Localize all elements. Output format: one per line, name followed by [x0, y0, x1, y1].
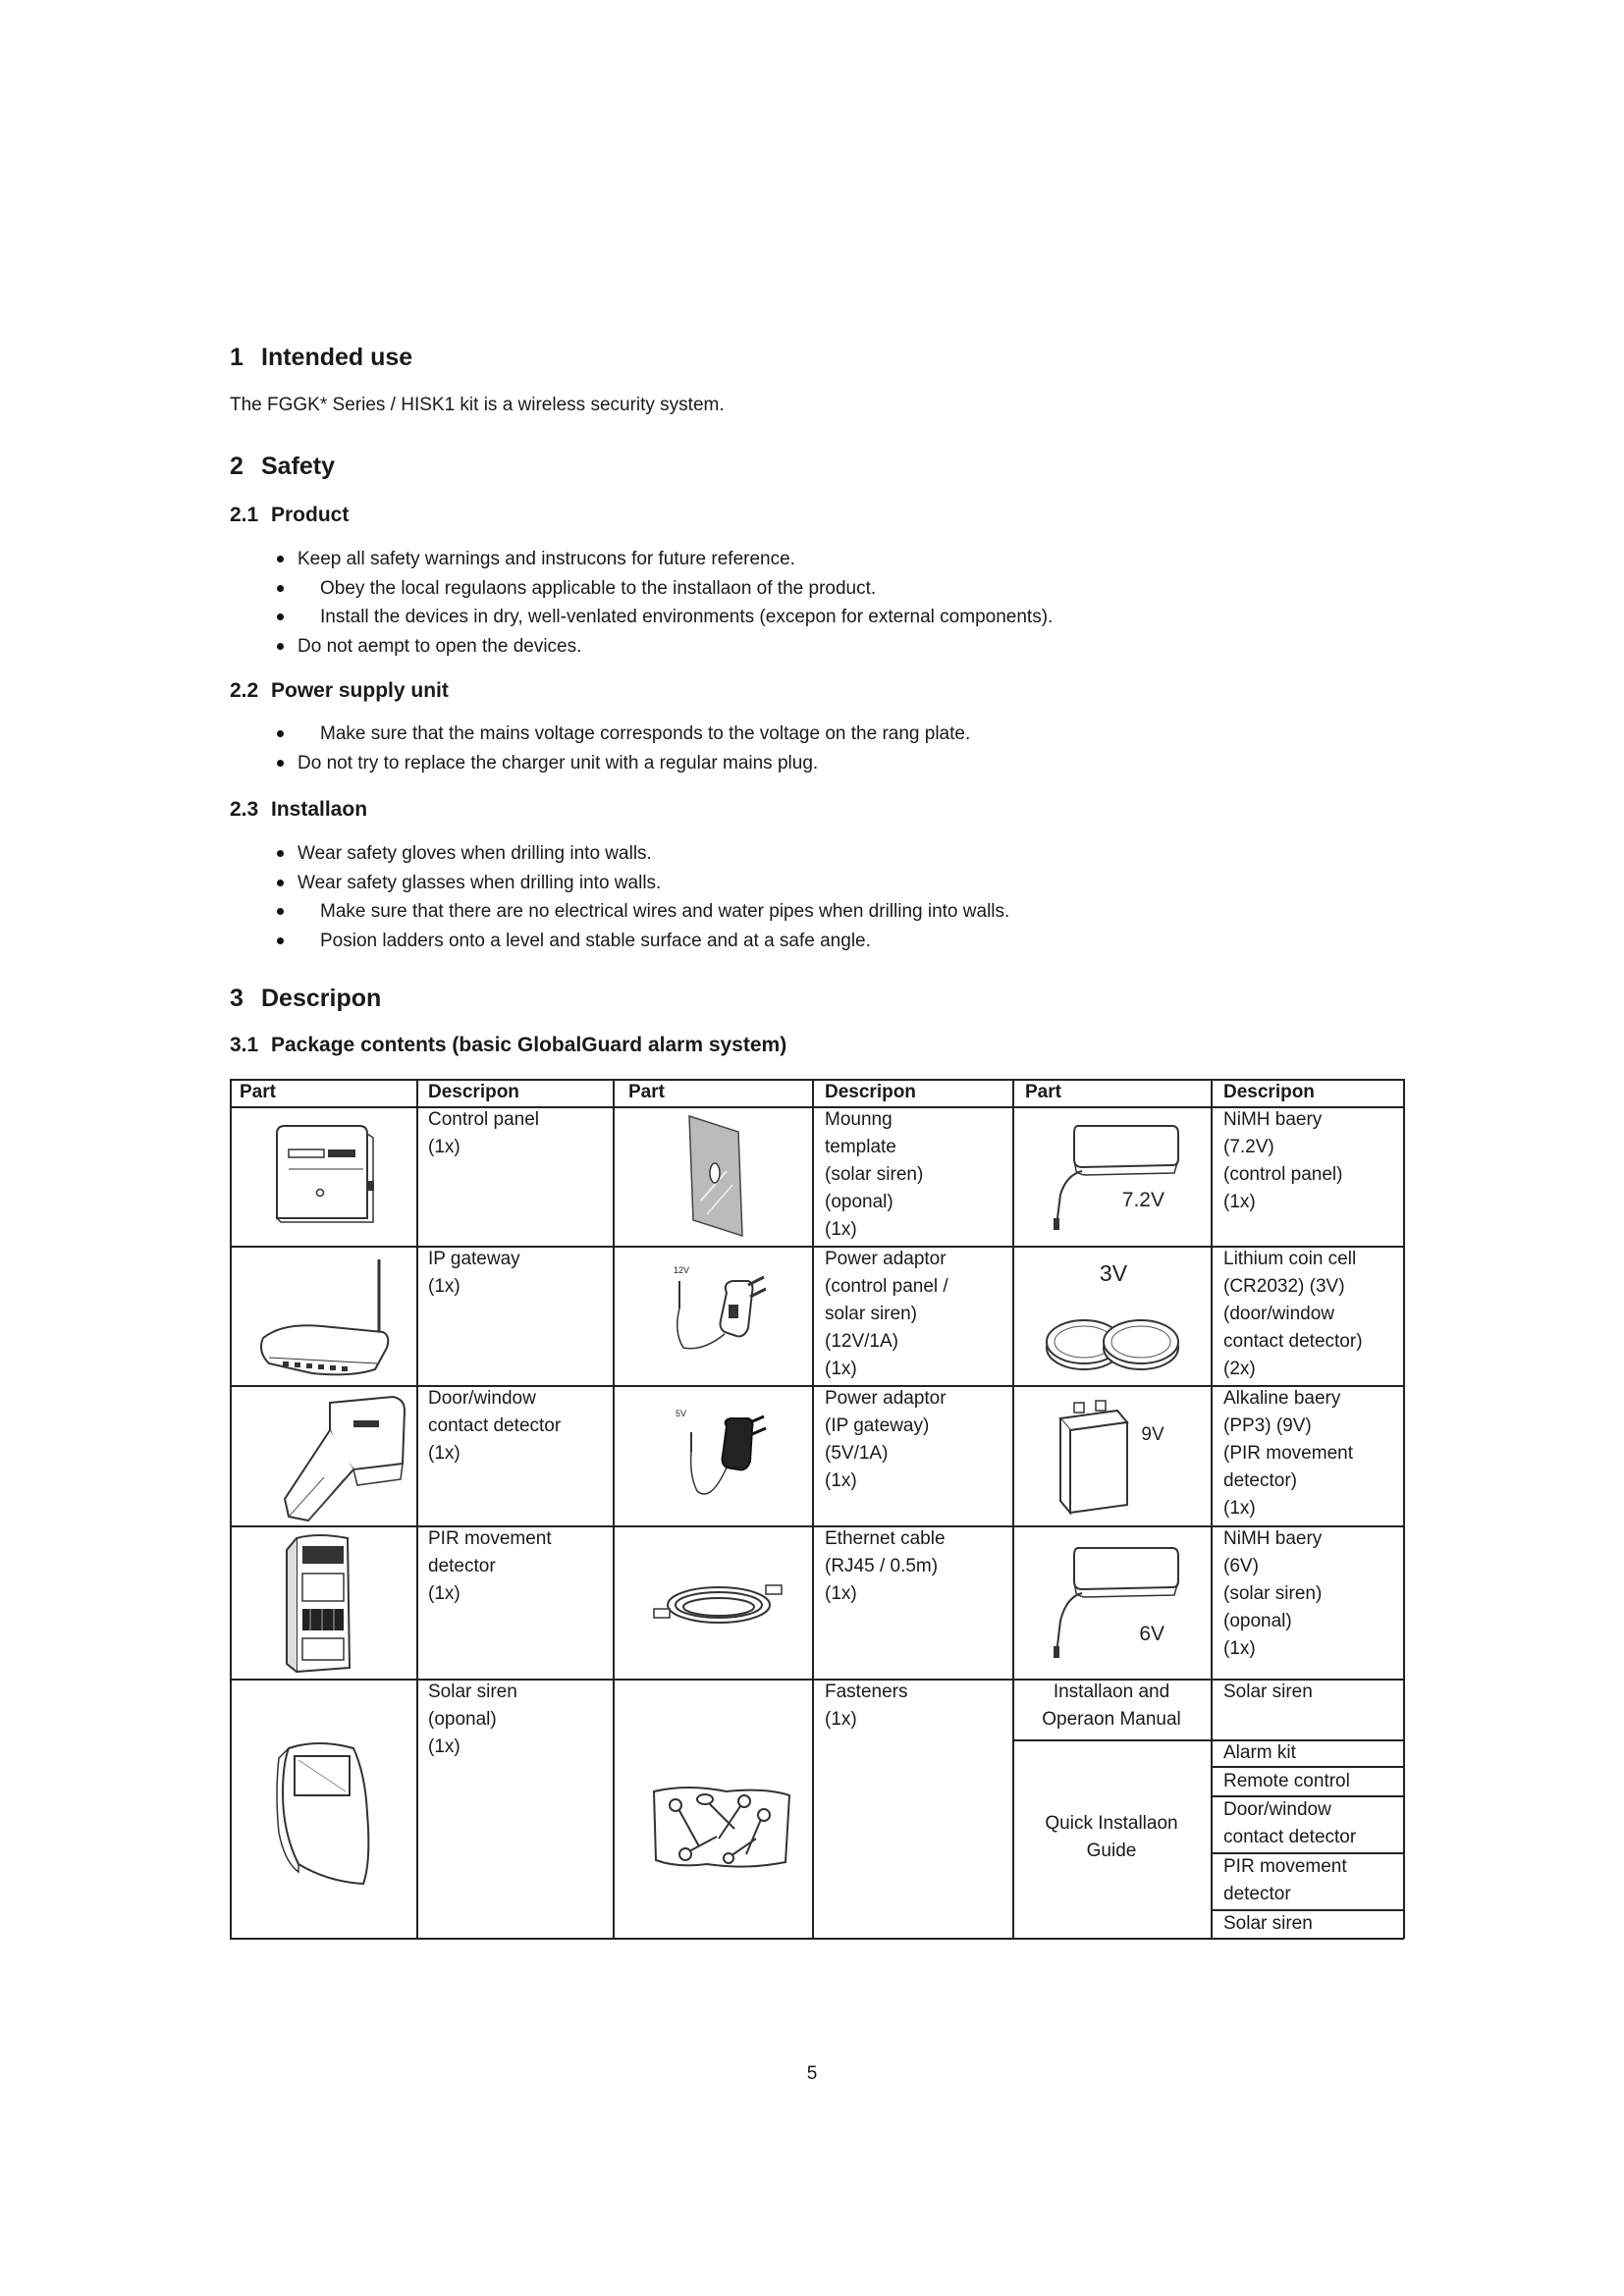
table-cell: Lithium coin cell (CR2032) (3V) (door/window contact detector) (2x)	[1223, 1249, 1363, 1379]
alkaline-battery-icon	[1049, 1393, 1176, 1521]
table-cell: Alkaline baery (PP3) (9V) (PIR movement detector) (1x)	[1223, 1388, 1353, 1519]
adaptor-label: 5V	[676, 1409, 687, 1418]
fasteners-icon	[648, 1778, 795, 1876]
ip-gateway-icon	[253, 1254, 401, 1381]
coin-cell-label: 3V	[1099, 1260, 1128, 1286]
ethernet-cable-icon	[650, 1550, 787, 1648]
table-cell: Solar siren	[1223, 1913, 1313, 1934]
manual-part-cell: Installaon and Operaon Manual	[1042, 1682, 1181, 1730]
table-cell: Alarm kit	[1223, 1742, 1296, 1763]
battery-label: 7.2V	[1121, 1189, 1164, 1211]
section-2-1-heading: 2.1 Product	[230, 504, 350, 526]
table-cell: Mounng template (solar siren) (oponal) (1x)	[825, 1109, 924, 1240]
table-cell: NiMH baery (7.2V) (control panel) (1x)	[1223, 1109, 1343, 1212]
table-cell: Control panel (1x)	[428, 1109, 540, 1157]
section-2-2-heading: 2.2 Power supply unit	[230, 679, 449, 702]
package-contents-table	[230, 1079, 1404, 1939]
header-part-2: Part	[628, 1082, 665, 1102]
coin-cell-icon	[1039, 1254, 1186, 1381]
section-1-text: The FGGK* Series / HISK1 kit is a wireless security system.	[230, 395, 725, 415]
table-cell: PIR movement detector (1x)	[428, 1528, 552, 1604]
adaptor-label: 12V	[674, 1265, 690, 1275]
battery-pack-icon	[1047, 1538, 1194, 1672]
table-cell: Ethernet cable (RJ45 / 0.5m) (1x)	[825, 1528, 946, 1604]
power-adaptor-icon	[662, 1393, 789, 1521]
battery-label: 9V	[1141, 1424, 1164, 1445]
table-cell: Power adaptor (IP gateway) (5V/1A) (1x)	[825, 1388, 947, 1491]
mounting-template-icon	[683, 1112, 754, 1240]
section-2-3-heading: 2.3 Installaon	[230, 798, 368, 821]
table-cell: IP gateway (1x)	[428, 1249, 520, 1297]
table-cell: Power adaptor (control panel / solar siren) (12V/1A) (1x)	[825, 1249, 948, 1379]
document-page: 1 Intended use The FGGK* Series / HISK1 kit is a wireless security system. 2 Safety 2.1 Product Keep all safety warnings and instrucons for future reference. Obey the local regulaons applicable to the installaon of the product. Install the devices in dry, well-venlated environments (excepon for external components). Do not aempt to open the devices. 2.2 Power supply unit Make sure that the mains voltage corresponds to the voltage on the rang plate. Do not try to replace the charger unit with a regular mains plug. 2.3 Installaon Wear safety gloves when drilling into walls. Wear safety glasses when drilling into walls. Make sure that there are no electrical wires and water pipes when drilling into walls. Posion ladders onto a level and stable surface and at a safe angle. 3 Descripon 3.1 Package contents (basic GlobalGuard alarm system) Part Descripon Part Descripon Part Descripon Control panel (1x) Mounng template (solar siren) (oponal) (1x) NiMH baery (7.2V) (control panel) (1x) 7.2V IP gateway (1x) Power adaptor (control panel / solar siren) (12V/1A) (1x) Lithium coin cell (CR2032) (3V) (door/window contact detector) (2x) 12V 3V Door/window contact detector (1x) Power adaptor (IP gateway) (5V/1A) (1x) Alkaline baery (PP3) (9V) (PIR movement detector) (1x) 5V 9V PIR movement detector (1x) Ethernet cable (RJ45 / 0.5m) (1x) NiMH baery (6V) (solar siren) (oponal) (1x) 6V Solar siren (oponal) (1x) Fasteners (1x) Installaon and Operaon Manual Solar siren Quick Installaon Guide Alarm kit Remote control Door/window contact detector PIR movement detector Solar siren 5	[0, 0, 1624, 2296]
table-cell: Solar siren	[1223, 1682, 1313, 1702]
section-3-1-heading: 3.1 Package contents (basic GlobalGuard alarm system)	[230, 1034, 787, 1056]
table-cell: NiMH baery (6V) (solar siren) (oponal) (1x)	[1223, 1528, 1323, 1659]
battery-pack-icon	[1047, 1116, 1194, 1242]
table-cell: Fasteners (1x)	[825, 1682, 908, 1730]
section-2-heading: 2 Safety	[230, 453, 336, 480]
battery-label: 6V	[1139, 1623, 1164, 1645]
table-cell: Door/window contact detector	[1223, 1799, 1357, 1847]
header-part-3: Part	[1025, 1082, 1061, 1102]
table-cell: PIR movement detector	[1223, 1856, 1347, 1904]
table-cell: Remote control	[1223, 1771, 1350, 1791]
control-panel-icon	[269, 1122, 377, 1230]
door-window-detector-icon	[255, 1391, 412, 1528]
solar-siren-icon	[269, 1735, 387, 1892]
header-description-3: Descripon	[1223, 1082, 1315, 1102]
header-description-2: Descripon	[825, 1082, 916, 1102]
table-cell: Door/window contact detector (1x)	[428, 1388, 562, 1464]
power-adaptor-icon	[654, 1254, 791, 1381]
section-1-heading: 1 Intended use	[230, 344, 413, 371]
section-3-heading: 3 Descripon	[230, 985, 382, 1012]
header-description-1: Descripon	[428, 1082, 519, 1102]
pir-detector-icon	[279, 1530, 367, 1678]
page-number: 5	[806, 2063, 818, 2084]
table-cell: Solar siren (oponal) (1x)	[428, 1682, 517, 1757]
header-part-1: Part	[240, 1082, 276, 1102]
quick-guide-part-cell: Quick Installaon Guide	[1045, 1813, 1178, 1861]
